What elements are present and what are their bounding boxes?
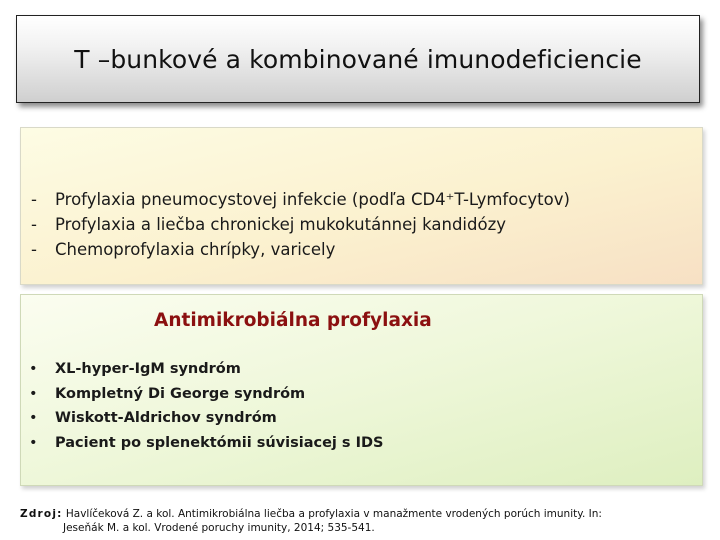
antimicrobial-box (20, 294, 703, 486)
list-item (29, 406, 383, 431)
dash-marker: - (31, 215, 37, 234)
prophylaxis-list (31, 187, 570, 262)
source-text-1: Havlíčeková Z. a kol. Antimikrobiálna liečba a profylaxia v manažmente vrodených porúch imunity. In: (65, 508, 602, 520)
prophylaxis-box (20, 127, 703, 285)
page-title: T –bunkové a kombinované imunodeficiencie (74, 44, 642, 74)
list-item (31, 212, 570, 237)
list-item-text: Chemoprofylaxia chrípky, varicely (55, 240, 336, 259)
source-line-1 (20, 507, 710, 521)
list-item (29, 357, 383, 382)
source-citation (20, 507, 710, 535)
syndrome-list (29, 357, 383, 455)
list-item-text: Wiskott-Aldrichov syndróm (55, 410, 277, 426)
list-item (29, 431, 383, 456)
list-item (31, 237, 570, 262)
list-item-text: Profylaxia a liečba chronickej mukokutánnej kandidózy (55, 215, 507, 234)
antimicrobial-heading: Antimikrobiálna profylaxia (154, 310, 432, 331)
dash-marker: - (31, 190, 37, 209)
title-box (16, 15, 700, 103)
bullet-marker: • (29, 434, 38, 451)
list-item-text: XL-hyper-IgM syndróm (55, 361, 241, 377)
list-item-text: Pacient po splenektómii súvisiacej s IDS (55, 434, 384, 451)
list-item (31, 187, 570, 212)
dash-marker: - (31, 240, 37, 259)
list-item (29, 382, 383, 407)
bullet-marker: • (29, 361, 38, 377)
source-line-2: Jeseňák M. a kol. Vrodené poruchy imunity, 2014; 535-541. (63, 522, 375, 534)
bullet-marker: • (29, 410, 38, 426)
bullet-marker: • (29, 385, 38, 402)
list-item-text: Kompletný Di George syndróm (55, 385, 306, 402)
list-item-text: Profylaxia pneumocystovej infekcie (podľa CD4⁺T-Lymfocytov) (55, 190, 570, 209)
source-label: Zdroj: (20, 508, 63, 520)
